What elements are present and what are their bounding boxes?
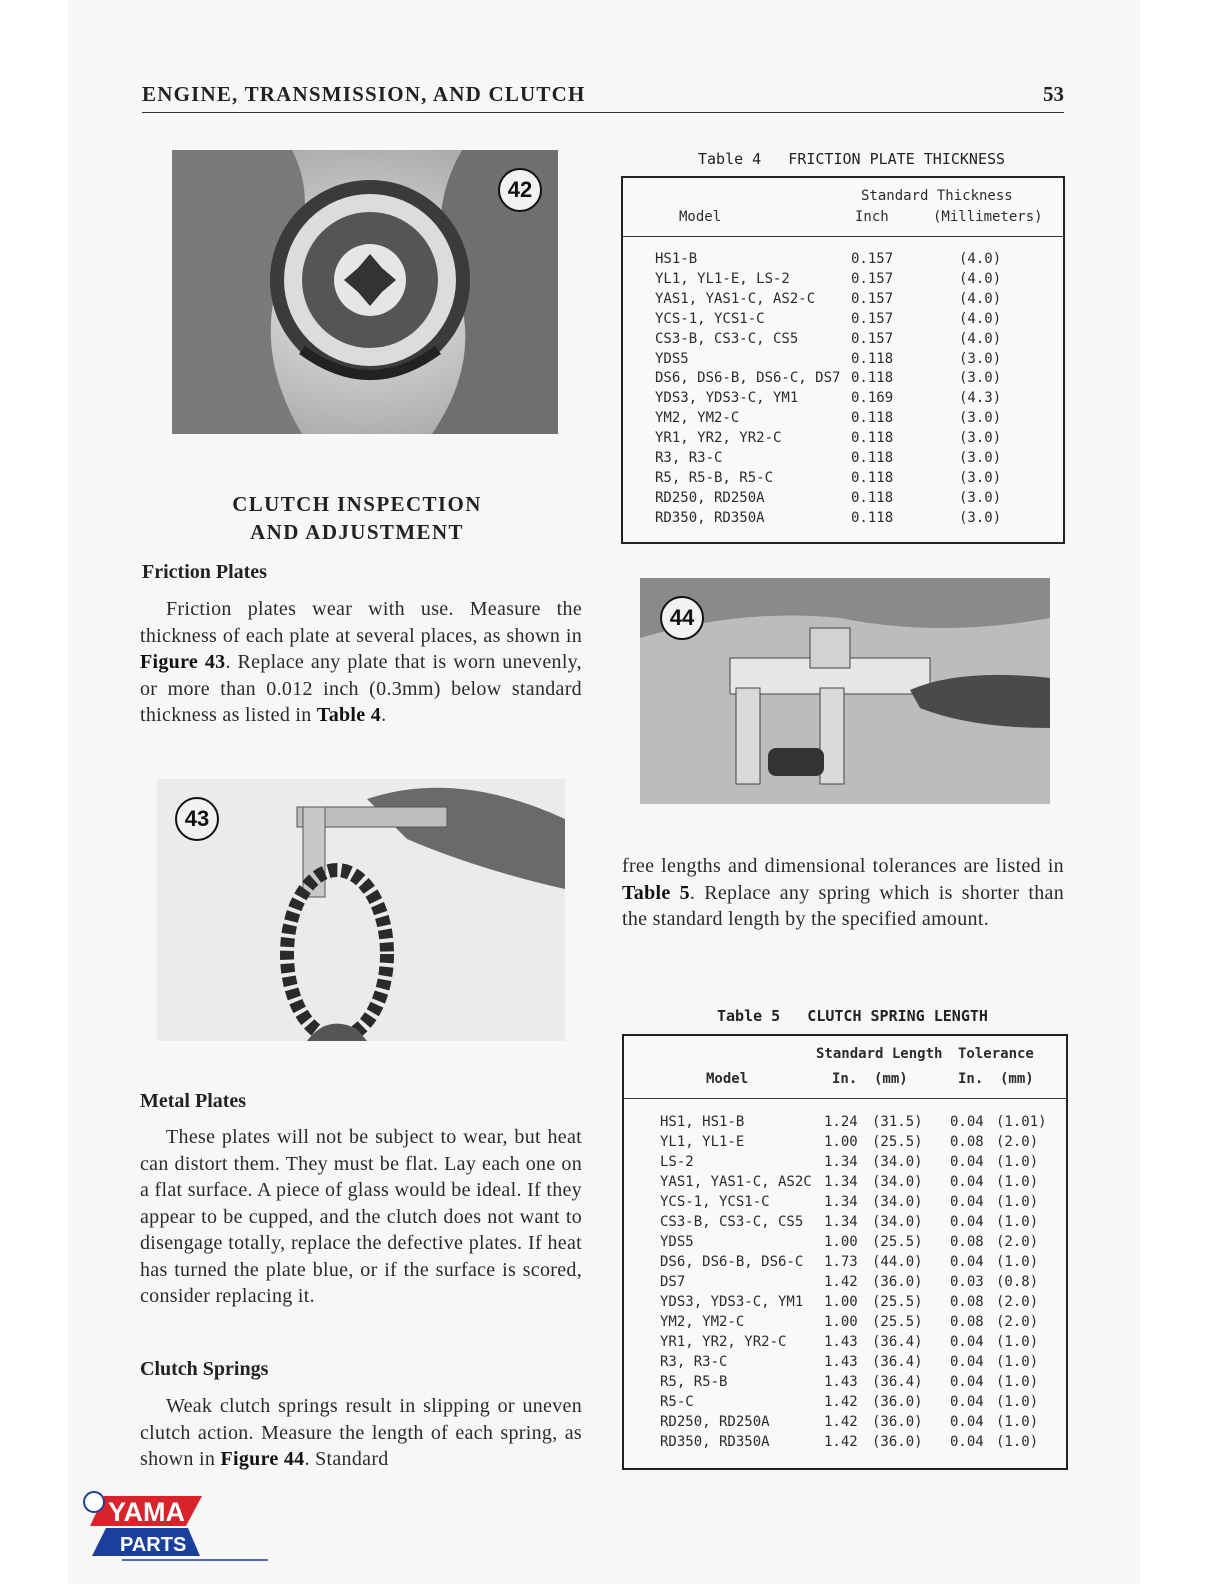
table-5-cell-mm: (36.4) [872, 1334, 923, 1350]
table-4-row [623, 349, 1063, 369]
table-4-cell-model: HS1-B [655, 251, 698, 267]
table-5-cell-tol-mm: (2.0) [996, 1294, 1039, 1310]
table-4-cell-mm: (3.0) [959, 489, 1002, 506]
table-5-cell-tol-mm: (2.0) [996, 1134, 1039, 1150]
table-4-cell-model: YR1, YR2, YR2-C [655, 430, 782, 447]
table-4-cell-model: RD250, RD250A [655, 489, 765, 506]
table-4-cell-mm: (4.3) [959, 390, 1002, 407]
table-5-cell-tol-in: 0.04 [950, 1394, 984, 1410]
table-5-cell-mm: (36.0) [872, 1434, 923, 1450]
table-5-cell-model: RD250, RD250A [660, 1414, 770, 1430]
table-4-caption: Table 4 FRICTION PLATE THICKNESS [698, 150, 1006, 168]
table-4-cell-mm: (4.0) [959, 330, 1002, 347]
table-5-reference: Table 5 [622, 881, 690, 904]
table-4-col-inch: Inch [855, 209, 889, 225]
table-5-cell-mm: (34.0) [872, 1214, 923, 1230]
table-5-cell-in: 1.43 [824, 1374, 858, 1390]
metal-plates-heading: Metal Plates [140, 1090, 247, 1112]
tuning-fork-emblem-icon [84, 1492, 104, 1512]
table-5-group-std: Standard Length [816, 1046, 943, 1062]
table-5-cell-mm: (25.5) [872, 1294, 923, 1310]
table-4-row [623, 289, 1063, 309]
logo-text-parts: PARTS [120, 1534, 187, 1556]
table-4-cell-model: R5, R5-B, R5-C [655, 469, 774, 486]
table-5-row [624, 1352, 1066, 1372]
table-4-col-model: Model [679, 209, 722, 225]
table-5-row [624, 1252, 1066, 1272]
table-5-row [624, 1212, 1066, 1232]
table-5-cell-mm: (36.4) [872, 1374, 923, 1390]
table-4 [621, 176, 1065, 544]
table-5-row [624, 1112, 1066, 1132]
table-5-row [624, 1432, 1066, 1452]
table-5-cell-tol-in: 0.08 [950, 1134, 984, 1150]
figure-43-photo [157, 779, 565, 1041]
table-4-row [623, 269, 1063, 289]
table-4-cell-model: YCS-1, YCS1-C [655, 310, 765, 327]
table-4-cell-model: YM2, YM2-C [655, 410, 740, 427]
table-5-cell-tol-mm: (1.0) [996, 1214, 1039, 1230]
table-5-cell-mm: (34.0) [872, 1174, 923, 1190]
table-5-cell-tol-mm: (1.0) [996, 1254, 1039, 1270]
table-5-header-rule [624, 1098, 1066, 1099]
spring-length-paragraph: free lengths and dimensional tolerances are listed in Table 5. Replace any spring which is shorter than the standard length by the specified amount. [622, 855, 1064, 930]
table-5-cell-tol-in: 0.08 [950, 1294, 984, 1310]
table-4-cell-inch: 0.118 [851, 410, 894, 427]
table-4-cell-mm: (3.0) [959, 410, 1002, 427]
section-title [140, 490, 574, 546]
table-5-cell-model: YAS1, YAS1-C, AS2C [660, 1174, 812, 1190]
figure-44-photo [640, 578, 1050, 804]
table-4-cell-inch: 0.118 [851, 450, 894, 466]
table-5-group-tol: Tolerance [958, 1046, 1034, 1062]
table-4-row [623, 508, 1063, 528]
table-5-cell-tol-in: 0.04 [950, 1114, 984, 1130]
table-5-cell-in: 1.00 [824, 1314, 858, 1330]
table-5-cell-tol-mm: (1.01) [996, 1114, 1047, 1130]
table-5-cell-in: 1.34 [824, 1214, 858, 1230]
figure-43-reference: Figure 43 [140, 651, 226, 673]
table-4-cell-mm: (4.0) [959, 251, 1002, 267]
table-4-cell-inch: 0.118 [851, 489, 894, 506]
table-4-cell-model: YDS3, YDS3-C, YM1 [655, 390, 799, 407]
table-4-row [623, 249, 1063, 269]
table-5-cell-model: DS6, DS6-B, DS6-C [660, 1254, 804, 1270]
table-5-cell-in: 1.24 [824, 1114, 858, 1130]
table-5-row [624, 1392, 1066, 1412]
table-5-cell-tol-mm: (1.0) [996, 1374, 1039, 1390]
table-5-cell-mm: (36.0) [872, 1394, 923, 1410]
table-5-cell-mm: (34.0) [872, 1154, 923, 1170]
table-5-row [624, 1372, 1066, 1392]
table-4-cell-inch: 0.169 [851, 390, 894, 407]
table-5-cell-model: YCS-1, YCS1-C [660, 1194, 770, 1210]
table-5-cell-tol-mm: (1.0) [996, 1394, 1039, 1410]
table-5-cell-in: 1.00 [824, 1234, 858, 1250]
table-4-cell-inch: 0.157 [851, 270, 894, 287]
table-5-cell-tol-mm: (2.0) [996, 1234, 1039, 1250]
table-5-cell-model: CS3-B, CS3-C, CS5 [660, 1214, 804, 1230]
table-5-cell-tol-mm: (2.0) [996, 1314, 1039, 1330]
table-5-cell-in: 1.73 [824, 1254, 858, 1270]
table-4-row [623, 329, 1063, 349]
table-5-cell-tol-mm: (1.0) [996, 1414, 1039, 1430]
table-5-cell-model: YL1, YL1-E [660, 1134, 745, 1150]
table-4-cell-inch: 0.118 [851, 469, 894, 486]
table-5-cell-model: RD350, RD350A [660, 1434, 770, 1450]
friction-plates-heading: Friction Plates [142, 561, 267, 583]
table-4-cell-mm: (4.0) [959, 310, 1002, 327]
table-5-cell-model: HS1, HS1-B [660, 1114, 745, 1130]
table-5-cell-tol-in: 0.04 [950, 1334, 984, 1350]
table-4-row [623, 428, 1063, 448]
table-5-cell-tol-in: 0.04 [950, 1354, 984, 1370]
table-4-row [623, 468, 1063, 488]
table-5-cell-tol-in: 0.08 [950, 1234, 984, 1250]
table-4-cell-inch: 0.157 [851, 330, 894, 347]
figure-42-badge: 42 [498, 168, 542, 212]
table-4-cell-mm: (3.0) [959, 350, 1002, 367]
table-5-row [624, 1332, 1066, 1352]
table-5-cell-model: DS7 [660, 1274, 686, 1290]
table-5-cell-mm: (36.0) [872, 1414, 923, 1430]
table-4-cell-mm: (3.0) [959, 469, 1002, 486]
table-5-cell-model: YM2, YM2-C [660, 1314, 745, 1330]
table-5-cell-model: YDS3, YDS3-C, YM1 [660, 1294, 804, 1310]
friction-plates-paragraph: Friction plates wear with use. Measure the thickness of each plate at several places, as shown in Figure 43. Replace any plate that is worn unevenly, or more than 0.012 inch (0.3mm) below standard thickness as listed in Table 4. [140, 598, 582, 726]
table-5-cell-model: R5-C [660, 1394, 694, 1410]
figure-43-badge: 43 [175, 797, 219, 841]
table-5-caption: Table 5 CLUTCH SPRING LENGTH [717, 1007, 988, 1025]
table-5-row [624, 1292, 1066, 1312]
table-4-row [623, 408, 1063, 428]
yama-parts-logo [82, 1490, 272, 1562]
clutch-springs-paragraph: Weak clutch springs result in slipping or uneven clutch action. Measure the length of each spring, as shown in Figure 44. Standard [140, 1395, 582, 1470]
table-5-cell-in: 1.00 [824, 1294, 858, 1310]
table-5-cell-mm: (31.5) [872, 1114, 923, 1130]
table-4-row [623, 368, 1063, 388]
table-5-cell-mm: (36.4) [872, 1354, 923, 1370]
table-5-cell-mm: (44.0) [872, 1254, 923, 1270]
section-title-line1: CLUTCH INSPECTION [232, 492, 482, 516]
table-4-cell-mm: (4.0) [959, 290, 1002, 307]
table-5-cell-model: YR1, YR2, YR2-C [660, 1334, 787, 1350]
chapter-title: ENGINE, TRANSMISSION, AND CLUTCH [142, 82, 586, 106]
table-5-cell-tol-in: 0.04 [950, 1374, 984, 1390]
table-5-col-tol-mm: (mm) [1000, 1071, 1034, 1087]
table-5-cell-in: 1.00 [824, 1134, 858, 1150]
logo-text-yama: YAMA [108, 1497, 186, 1527]
table-5-cell-tol-in: 0.04 [950, 1214, 984, 1230]
table-5-cell-model: LS-2 [660, 1154, 694, 1170]
table-5-cell-mm: (36.0) [872, 1274, 923, 1290]
table-5-cell-tol-in: 0.04 [950, 1434, 984, 1450]
page-number: 53 [1043, 82, 1064, 106]
table-5-cell-model: YDS5 [660, 1234, 694, 1250]
table-5-cell-model: R3, R3-C [660, 1354, 728, 1370]
table-5-cell-in: 1.43 [824, 1354, 858, 1370]
table-5-cell-in: 1.42 [824, 1394, 858, 1410]
table-5 [622, 1034, 1068, 1470]
table-5-row [624, 1412, 1066, 1432]
table-4-cell-mm: (3.0) [959, 430, 1002, 447]
table-5-row [624, 1172, 1066, 1192]
table-4-cell-mm: (4.0) [959, 270, 1002, 287]
table-4-cell-inch: 0.118 [851, 509, 894, 526]
table-4-cell-inch: 0.118 [851, 430, 894, 447]
table-5-cell-tol-mm: (1.0) [996, 1154, 1039, 1170]
table-4-cell-model: RD350, RD350A [655, 509, 765, 526]
table-4-group-header: Standard Thickness [861, 188, 1013, 204]
figure-44-reference: Figure 44 [220, 1448, 305, 1470]
table-4-cell-model: YL1, YL1-E, LS-2 [655, 270, 790, 287]
table-4-cell-inch: 0.157 [851, 251, 894, 267]
table-5-row [624, 1312, 1066, 1332]
table-4-cell-model: CS3-B, CS3-C, CS5 [655, 330, 799, 347]
table-4-cell-inch: 0.118 [851, 350, 894, 367]
clutch-springs-heading: Clutch Springs [140, 1358, 269, 1380]
figure-42-photo [172, 150, 558, 434]
table-4-cell-mm: (3.0) [959, 370, 1002, 387]
table-5-cell-tol-in: 0.08 [950, 1314, 984, 1330]
table-5-cell-tol-mm: (1.0) [996, 1174, 1039, 1190]
table-5-cell-in: 1.42 [824, 1434, 858, 1450]
table-5-cell-tol-mm: (1.0) [996, 1434, 1039, 1450]
table-5-cell-in: 1.34 [824, 1174, 858, 1190]
table-5-cell-tol-mm: (1.0) [996, 1354, 1039, 1370]
table-5-col-mm: (mm) [874, 1071, 908, 1087]
table-4-row [623, 448, 1063, 468]
table-5-row [624, 1272, 1066, 1292]
table-5-cell-tol-in: 0.04 [950, 1254, 984, 1270]
section-title-line2: AND ADJUSTMENT [250, 520, 464, 544]
table-5-cell-tol-in: 0.04 [950, 1414, 984, 1430]
table-5-cell-in: 1.42 [824, 1274, 858, 1290]
table-5-col-in: In. [832, 1071, 858, 1087]
table-5-cell-tol-in: 0.04 [950, 1194, 984, 1210]
metal-plates-paragraph: These plates will not be subject to wear, but heat can distort them. They must be flat. Lay each one on a flat surface. A piece of glass would be ideal. If they appear to be cupped, and the clutch does not want to disengage totally, replace the defective plates. If heat has turned the plate blue, or if the surface is scored, consider replacing it. [140, 1126, 582, 1307]
table-4-col-mm: (Millimeters) [933, 209, 1043, 225]
table-5-cell-tol-in: 0.04 [950, 1154, 984, 1170]
table-4-cell-mm: (3.0) [959, 509, 1002, 526]
table-5-row [624, 1232, 1066, 1252]
table-5-cell-mm: (25.5) [872, 1314, 923, 1330]
table-5-col-tol-in: In. [958, 1071, 984, 1087]
table-5-cell-in: 1.42 [824, 1414, 858, 1430]
table-5-cell-in: 1.34 [824, 1194, 858, 1210]
table-4-cell-model: DS6, DS6-B, DS6-C, DS7 [655, 370, 841, 387]
table-4-cell-model: R3, R3-C [655, 450, 723, 466]
table-4-row [623, 388, 1063, 408]
table-5-cell-model: R5, R5-B [660, 1374, 728, 1390]
table-5-cell-in: 1.34 [824, 1154, 858, 1170]
table-4-cell-mm: (3.0) [959, 450, 1002, 466]
figure-44-badge: 44 [660, 596, 704, 640]
table-5-cell-mm: (25.5) [872, 1134, 923, 1150]
table-5-cell-in: 1.43 [824, 1334, 858, 1350]
table-5-col-model: Model [706, 1071, 749, 1087]
table-5-row [624, 1152, 1066, 1172]
table-5-row [624, 1132, 1066, 1152]
table-4-reference: Table 4 [316, 704, 382, 726]
table-4-cell-model: YAS1, YAS1-C, AS2-C [655, 290, 816, 307]
table-5-cell-tol-mm: (0.8) [996, 1274, 1039, 1290]
table-5-cell-mm: (25.5) [872, 1234, 923, 1250]
table-5-cell-tol-in: 0.04 [950, 1174, 984, 1190]
table-5-cell-mm: (34.0) [872, 1194, 923, 1210]
page-header [142, 78, 1064, 113]
table-4-cell-inch: 0.157 [851, 290, 894, 307]
table-5-row [624, 1192, 1066, 1212]
table-5-cell-tol-mm: (1.0) [996, 1194, 1039, 1210]
table-4-header-rule [623, 236, 1063, 237]
table-4-cell-model: YDS5 [655, 350, 689, 367]
table-4-row [623, 488, 1063, 508]
table-4-cell-inch: 0.118 [851, 370, 894, 387]
table-4-cell-inch: 0.157 [851, 310, 894, 327]
table-4-row [623, 309, 1063, 329]
table-5-cell-tol-in: 0.03 [950, 1274, 984, 1290]
table-5-cell-tol-mm: (1.0) [996, 1334, 1039, 1350]
